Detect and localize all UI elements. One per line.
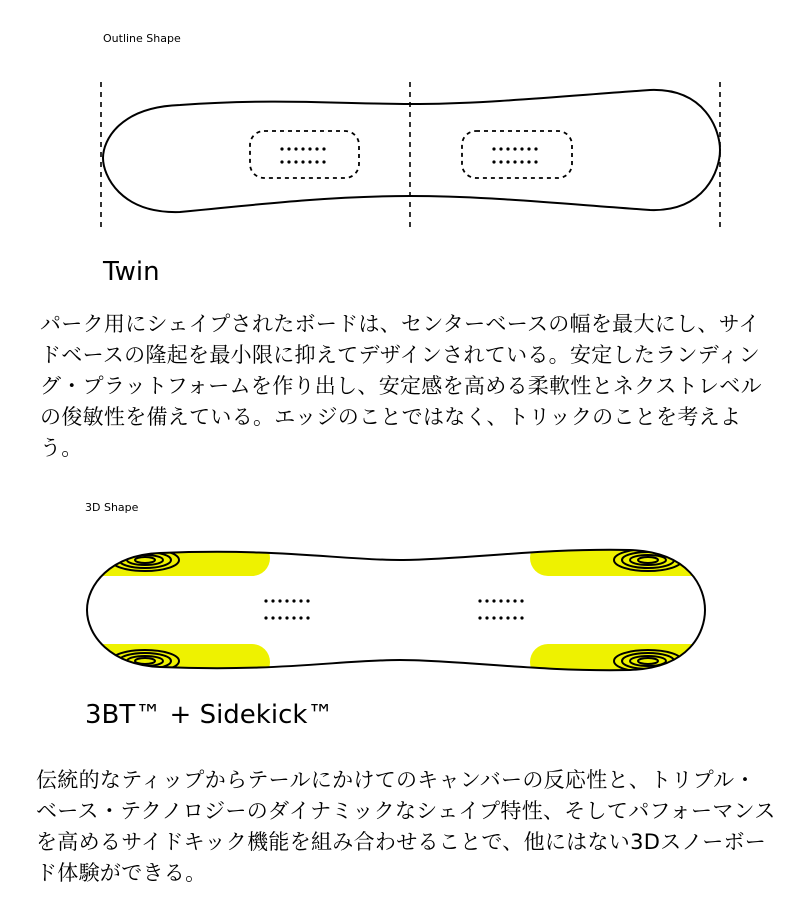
shape-3d-description: 伝統的なティップからテールにかけてのキャンバーの反応性と、トリプル・ベース・テクノロジーのダイナミックなシェイプ特性、そしてパフォーマンスを高めるサイドキック機能を組み合わせることで、他にはない3Dスノーボード体験ができる。 [36, 768, 776, 885]
outline-shape-description: パーク用にシェイプされたボードは、センターベースの幅を最大にし、サイドベースの隆起を最小限に抑えてデザインされている。安定したランディング・プラットフォームを作り出し、安定感を高める柔軟性とネクストレベルの俊敏性を備えている。エッジのことではなく、トリックのことを考えよう。 [40, 312, 762, 460]
outline-shape-title: Twin [103, 257, 160, 287]
tail-bottom-accent [530, 644, 720, 680]
shape-3d-title: 3BT™ + Sidekick™ [85, 700, 334, 730]
board-outline [103, 90, 720, 212]
tail-top-accent [530, 540, 720, 576]
twin-outline-diagram [0, 0, 800, 240]
shape-3d-label: 3D Shape [85, 501, 139, 514]
outline-shape-label: Outline Shape [103, 32, 181, 45]
